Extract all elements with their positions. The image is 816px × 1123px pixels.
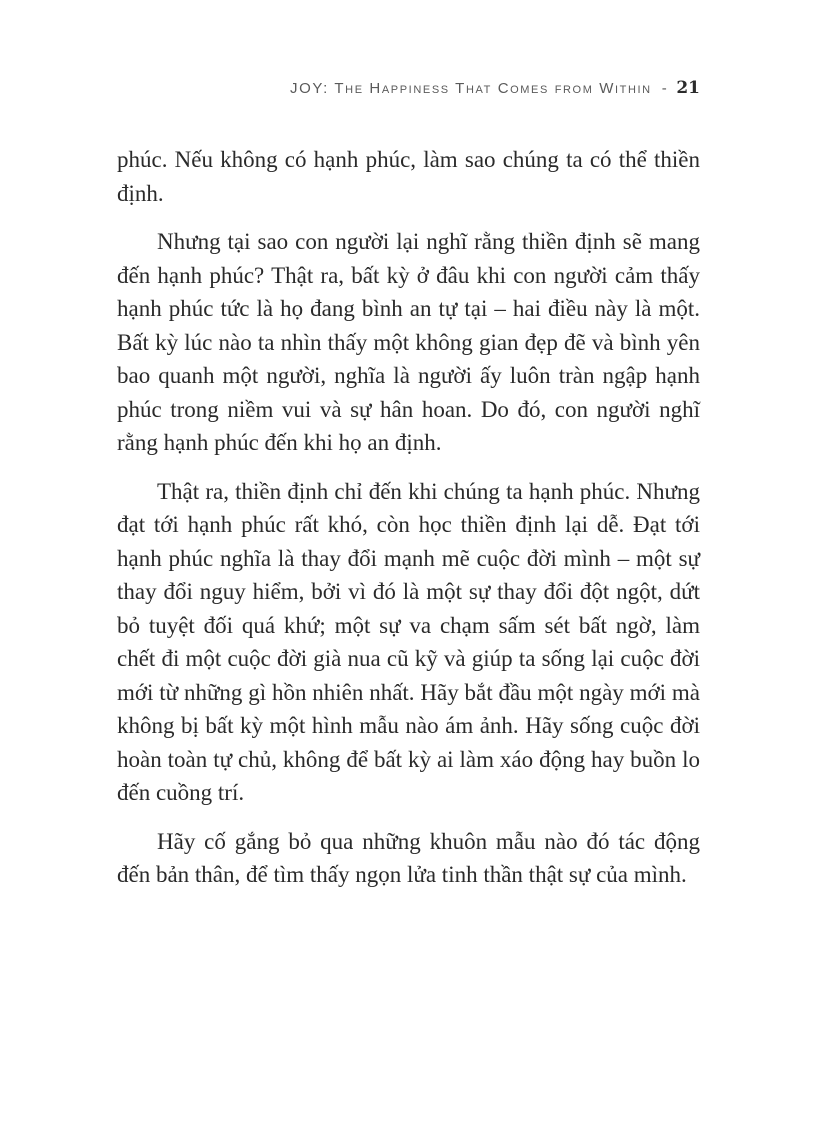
paragraph: Nhưng tại sao con người lại nghĩ rằng thiền định sẽ mang đến hạnh phúc? Thật ra, bất kỳ ở đâu khi con người cảm thấy hạnh phúc tức là họ đang bình an tự tại – hai điều này là một. Bất kỳ lúc nào ta nhìn thấy một không gian đẹp đẽ và bình yên bao quanh một người, nghĩa là người ấy luôn tràn ngập hạnh phúc trong niềm vui và sự hân hoan. Do đó, con người nghĩ rằng hạnh phúc đến khi họ an định.: [117, 229, 700, 455]
running-title: JOY: The Happiness That Comes from Within: [290, 80, 652, 97]
page-number: 21: [676, 78, 700, 98]
paragraph: Thật ra, thiền định chỉ đến khi chúng ta hạnh phúc. Nhưng đạt tới hạnh phúc rất khó, còn học thiền định lại dễ. Đạt tới hạnh phúc nghĩa là thay đổi mạnh mẽ cuộc đời mình – một sự thay đổi nguy hiểm, bởi vì đó là một sự thay đổi đột ngột, dứt bỏ tuyệt đối quá khứ; một sự va chạm sấm sét bất ngờ, làm chết đi một cuộc đời già nua cũ kỹ và giúp ta sống lại cuộc đời mới từ những gì hồn nhiên nhất. Hãy bắt đầu một ngày mới mà không bị bất kỳ một hình mẫu nào ám ảnh. Hãy sống cuộc đời hoàn toàn tự chủ, không để bất kỳ ai làm xáo động hay buồn lo đến cuồng trí.: [117, 478, 700, 805]
paragraph-continued: phúc. Nếu không có hạnh phúc, làm sao chúng ta có thể thiền định.: [117, 147, 700, 206]
header-separator: -: [661, 80, 669, 97]
body-text: [117, 143, 700, 907]
paragraph: Hãy cố gắng bỏ qua những khuôn mẫu nào đó tác động đến bản thân, để tìm thấy ngọn lửa tinh thần thật sự của mình.: [117, 828, 700, 887]
running-header: [290, 78, 700, 98]
